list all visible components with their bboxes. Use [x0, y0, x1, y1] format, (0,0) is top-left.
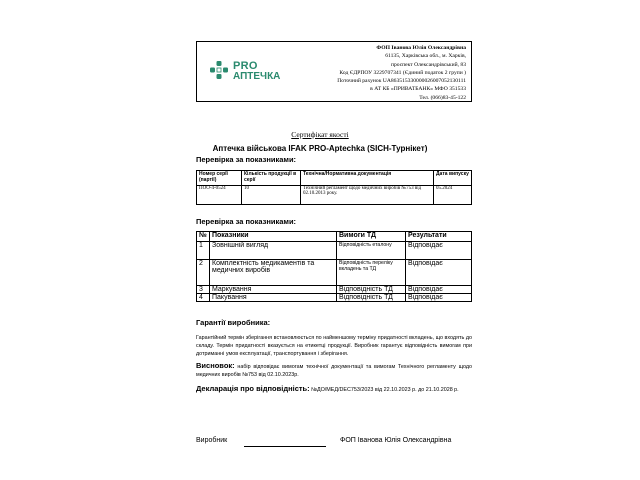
company-phone: Тел. (066)83-45-122: [419, 94, 466, 101]
certificate-title: Сертифікат якості: [291, 130, 349, 139]
table-header-row: [197, 232, 472, 242]
batch-number: ПОО-4-0524: [197, 186, 242, 205]
table-row: [197, 186, 472, 205]
signature-name: ФОП Іванова Юлія Олександрівна: [340, 437, 452, 444]
indicators-table: [196, 231, 472, 302]
section1-heading: Перевірка за показниками:: [196, 155, 297, 164]
table-row: [197, 294, 472, 302]
company-details: [266, 44, 466, 102]
row-result: Відповідає: [406, 286, 472, 294]
row-requirement: Відповідність ТД: [337, 286, 406, 294]
row-result: Відповідає: [406, 294, 472, 302]
row-requirement: Відповідність еталону: [337, 242, 406, 260]
conclusion-text: набір відповідає вимогам технічної документації та вимогам Технічного регламенту щодо медичних виробів №753 від 02.10.2023р.: [196, 364, 472, 378]
row-num: 4: [197, 294, 210, 302]
col-batch-number: Номер серії (партії): [197, 171, 242, 186]
declaration-block: [196, 385, 472, 394]
col-release-date: Дата випуску: [434, 171, 472, 186]
row-num: 3: [197, 286, 210, 294]
row-num: 1: [197, 242, 210, 260]
medical-cross-icon: [209, 60, 229, 80]
batch-documentation: Технічний регламент щодо медичних виробів №753 від 02.10.2013 року.: [301, 186, 434, 205]
table-row: [197, 242, 472, 260]
row-result: Відповідає: [406, 242, 472, 260]
col-quantity: Кількість продукції в серії: [242, 171, 301, 186]
company-address-1: 61135, Харківська обл., м. Харків,: [385, 53, 466, 60]
row-indicator: Комплектність медикаментів та медичних виробів: [210, 260, 337, 286]
table-row: [197, 286, 472, 294]
section2-heading: Перевірка за показниками:: [196, 217, 297, 226]
conclusion-label: Висновок:: [196, 361, 235, 370]
logo-pro-text: PRO: [233, 60, 258, 72]
company-account: Поточний рахунок UA863515330000026007052130111: [337, 78, 466, 85]
row-requirement: Відповідність ТД: [337, 294, 406, 302]
row-num: 2: [197, 260, 210, 286]
guarantee-text: Гарантійний термін зберігання встановлюється по найменшому терміну придатності вкладень, що входять до складу. Термін придатності вказується на етикетці продукції. Виробник гарантує відповідність вимогам при дотриманні умов експлуатації, транспортування і зберігання.: [196, 335, 472, 357]
company-name: ФОП Іванова Юлія Олександрівна: [376, 45, 466, 51]
row-indicator: Маркування: [210, 286, 337, 294]
company-code: Код ЄДРПОУ 3229707341 (Єдиний податок 2 групи ): [339, 69, 466, 76]
product-title: Аптечка військова IFAK PRO-Aptechka (SICH-Турнікет): [212, 144, 428, 153]
table-row: [197, 260, 472, 286]
row-indicator: Пакування: [210, 294, 337, 302]
declaration-text: №ДО/МЕД/DEC753/2023 від 22.10.2023 р. до 21.10.2028 р.: [311, 387, 459, 393]
row-requirement: Відповідність переліку вкладень та ТД: [337, 260, 406, 286]
col-indicator: Показники: [210, 232, 337, 242]
col-num: №: [197, 232, 210, 242]
guarantee-heading: Гарантії виробника:: [196, 318, 271, 327]
row-indicator: Зовнішній вигляд: [210, 242, 337, 260]
batch-release-date: 05.2024: [434, 186, 472, 205]
logo-brand-text: АПТЕЧКА: [233, 71, 281, 82]
company-bank: в АТ КБ «ПРИВАТБАНК» МФО 351533: [370, 86, 466, 93]
signature-label: Виробник: [196, 437, 228, 444]
col-requirement: Вимоги ТД: [337, 232, 406, 242]
batch-quantity: 10: [242, 186, 301, 205]
batch-table: [196, 170, 472, 205]
company-address-2: проспект Олександрівський, 83: [390, 61, 466, 68]
declaration-label: Декларація про відповідність:: [196, 384, 310, 393]
table-header-row: [197, 171, 472, 186]
signature-line: [244, 446, 326, 447]
col-result: Результати: [406, 232, 472, 242]
col-documentation: Технічна/Нормативна документація: [301, 171, 434, 186]
conclusion-block: [196, 362, 472, 379]
row-result: Відповідає: [406, 260, 472, 286]
